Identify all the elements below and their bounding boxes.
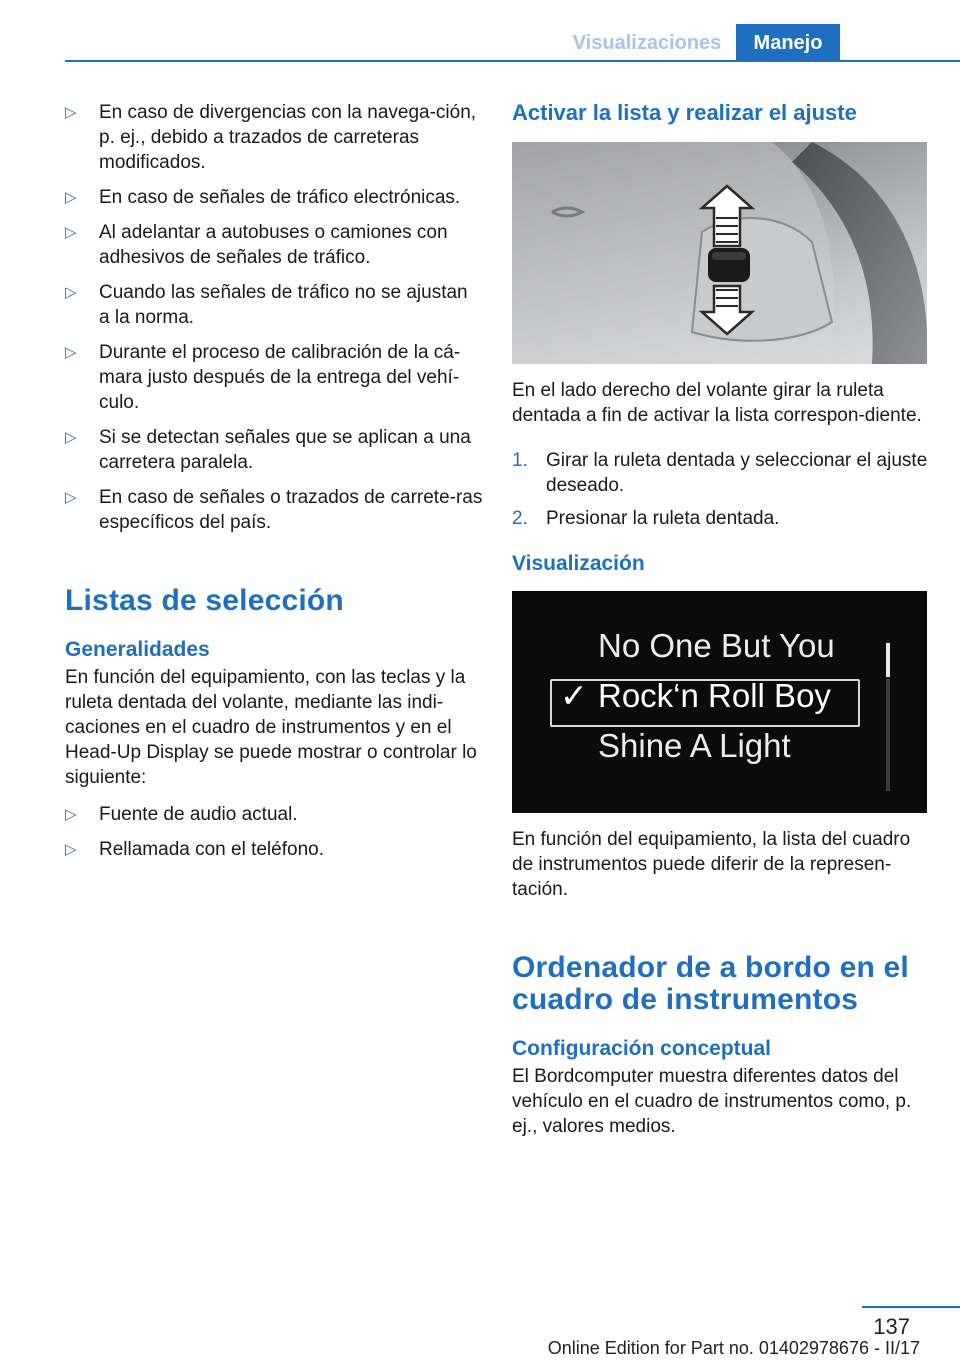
edition-note: Online Edition for Part no. 01402978676 - II/17: [547, 1338, 920, 1358]
step-item: 2. Presionar la ruleta dentada.: [512, 508, 780, 529]
list-item: ▷ En caso de divergencias con la navega-ción, p. ej., debido a trazados de carreteras modificados.: [65, 102, 477, 173]
tab-visualizaciones[interactable]: Visualizaciones: [558, 24, 736, 60]
heading-visualizacion: Visualización: [512, 552, 645, 575]
list-item: ▷ En caso de señales o trazados de carrete-ras específicos del país.: [65, 487, 483, 533]
list-item: ▷ Fuente de audio actual.: [65, 804, 298, 825]
paragraph-generalidades: En función del equipamiento, con las teclas y la ruleta dentada del volante, mediante las indi-caciones en el cuadro de instrumentos y en el Head-Up Display se puede mostrar o controlar lo siguiente:: [65, 667, 477, 788]
instrument-display-image: [512, 591, 927, 813]
subsection-title-configuracion: Configuración conceptual: [512, 1037, 772, 1060]
triangle-bullet-icon: ▷: [65, 284, 77, 301]
triangle-bullet-icon: ▷: [65, 224, 77, 241]
display-item-1: No One But You: [598, 627, 835, 664]
bullet-list-functions: [65, 802, 483, 862]
display-scrollbar-track: [886, 679, 890, 791]
list-item: ▷ Durante el proceso de calibración de la cá-mara justo después de la entrega del vehí-culo.: [65, 342, 461, 413]
heading-activar-lista: Activar la lista y realizar el ajuste: [512, 100, 857, 125]
step-item: 1. Girar la ruleta dentada y seleccionar el ajuste deseado.: [512, 450, 928, 496]
list-item: ▷ En caso de señales de tráfico electrónicas.: [65, 187, 461, 208]
subsection-title-generalidades: Generalidades: [65, 638, 210, 661]
triangle-bullet-icon: ▷: [65, 489, 77, 506]
display-caption: En función del equipamiento, la lista del cuadro de instrumentos puede diferir de la represen-tación.: [512, 829, 911, 900]
steering-wheel-image: [512, 142, 927, 364]
triangle-bullet-icon: ▷: [65, 429, 77, 446]
triangle-bullet-icon: ▷: [65, 344, 77, 361]
list-item: ▷ Si se detectan señales que se aplican a una carretera paralela.: [65, 427, 471, 473]
list-item: ▷ Rellamada con el teléfono.: [65, 839, 324, 860]
triangle-bullet-icon: ▷: [65, 841, 77, 858]
display-scrollbar-thumb: [886, 643, 890, 677]
footer-rule: [862, 1306, 960, 1308]
section-title-ordenador: Ordenador de a bordo en el cuadro de instrumentos: [512, 951, 909, 1016]
right-column: [512, 100, 930, 1139]
list-item: ▷ Al adelantar a autobuses o camiones con adhesivos de señales de tráfico.: [65, 222, 448, 268]
display-item-3: Shine A Light: [598, 727, 791, 764]
display-item-2: Rock‘n Roll Boy: [598, 677, 831, 714]
bullet-list-conditions: [65, 100, 483, 535]
list-item: ▷ Cuando las señales de tráfico no se ajustan a la norma.: [65, 282, 468, 328]
triangle-bullet-icon: ▷: [65, 104, 77, 121]
wheel-caption: En el lado derecho del volante girar la ruleta dentada a fin de activar la lista correspon-diente.: [512, 380, 922, 426]
check-icon: ✓: [560, 677, 588, 714]
paragraph-configuracion: El Bordcomputer muestra diferentes datos del vehículo en el cuadro de instrumentos como, p. ej., valores medios.: [512, 1066, 912, 1137]
left-column: [65, 100, 483, 872]
page-number: 137: [873, 1314, 910, 1339]
section-title-listas: Listas de selección: [65, 584, 344, 617]
steering-wheel-illustration: [512, 142, 927, 364]
header-rule: [65, 60, 960, 62]
steps-list: [512, 448, 930, 531]
triangle-bullet-icon: ▷: [65, 806, 77, 823]
triangle-bullet-icon: ▷: [65, 189, 77, 206]
tab-manejo[interactable]: Manejo: [736, 24, 840, 62]
